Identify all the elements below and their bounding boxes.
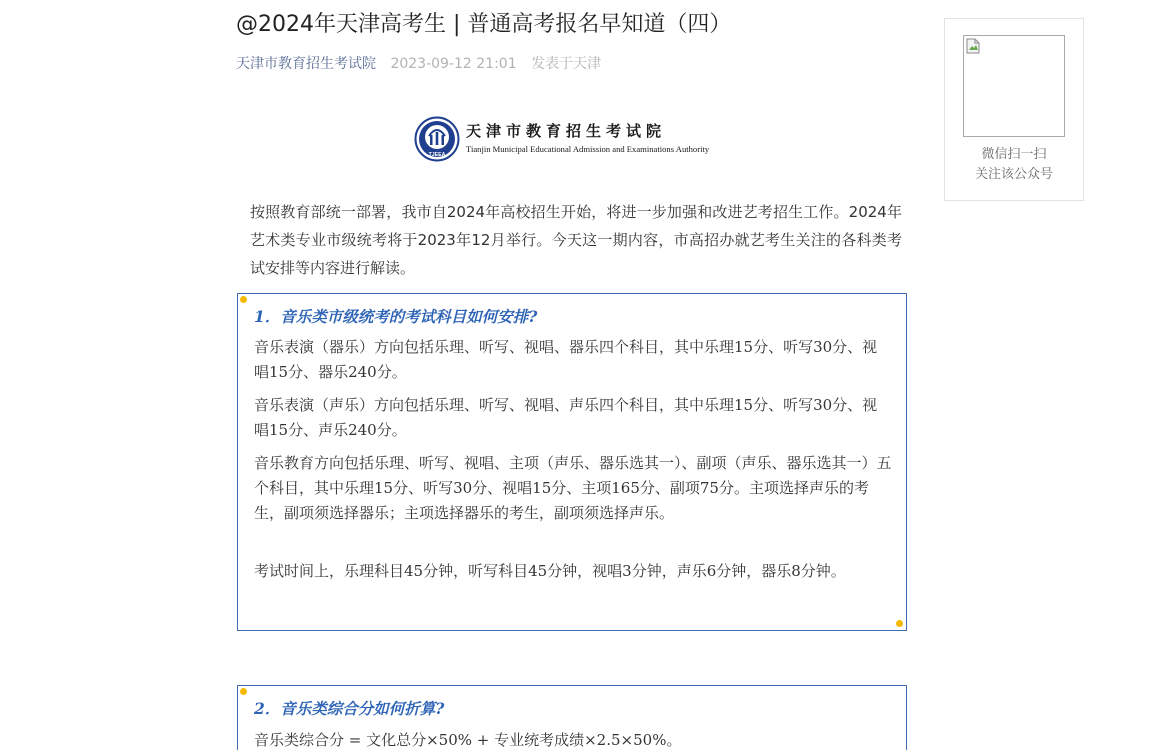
corner-dot-icon [240,296,247,303]
section-paragraph: 音乐表演（器乐）方向包括乐理、听写、视唱、器乐四个科目，其中乐理15分、听写30分、视唱15分、器乐240分。 [254,338,878,381]
section-paragraph: 音乐表演（声乐）方向包括乐理、听写、视唱、声乐四个科目，其中乐理15分、听写30分、视唱15分、声乐240分。 [254,396,878,439]
article-title: @2024年天津高考生 | 普通高考报名早知道（四） [236,12,732,37]
corner-dot-icon [240,688,247,695]
account-name-link[interactable]: 天津市教育招生考试院 [236,56,376,72]
qa-section-1 [237,293,907,631]
section-paragraph: 考试时间上，乐理科目45分钟，听写科目45分钟，视唱3分钟，声乐6分钟，器乐8分钟。 [254,562,846,580]
corner-dot-icon [896,620,903,627]
institution-emblem-icon [414,116,460,162]
article-meta [236,54,601,74]
institution-name-en: Tianjin Municipal Educational Admission and Examinations Authority [466,144,710,154]
qa-section-2 [237,685,907,750]
publish-location: 发表于天津 [531,56,602,72]
qr-caption-line2: 关注该公众号 [974,167,1053,182]
emblem-text: TJEEA [428,152,446,158]
section-question: 2．音乐类综合分如何折算? [254,699,445,718]
institution-logo [414,116,724,168]
qr-code-image[interactable] [963,35,1065,137]
section-paragraph: 音乐教育方向包括乐理、听写、视唱、主项（声乐、器乐选其一）、副项（声乐、器乐选其一）五个科目，其中乐理15分、听写30分、视唱15分、主项165分、副项75分。主项选择声乐的考生，副项须选择器乐；主项选择器乐的考生，副项须选择声乐。 [254,454,892,522]
section-question: 1．音乐类市级统考的考试科目如何安排? [254,307,538,326]
section-paragraph: 音乐类综合分 = 文化总分×50% + 专业统考成绩×2.5×50%。 [254,731,682,749]
broken-image-icon [966,38,980,54]
intro-paragraph: 按照教育部统一部署，我市自2024年高校招生开始，将进一步加强和改进艺考招生工作。2024年艺术类专业市级统考将于2023年12月举行。今天这一期内容，市高招办就艺考生关注的各科类考试安排等内容进行解读。 [250,203,902,277]
qr-follow-card [944,18,1084,201]
institution-name-cn: 天津市教育招生考试院 [466,122,667,140]
publish-date: 2023-09-12 21:01 [390,56,517,72]
qr-caption-line1: 微信扫一扫 [981,147,1047,162]
